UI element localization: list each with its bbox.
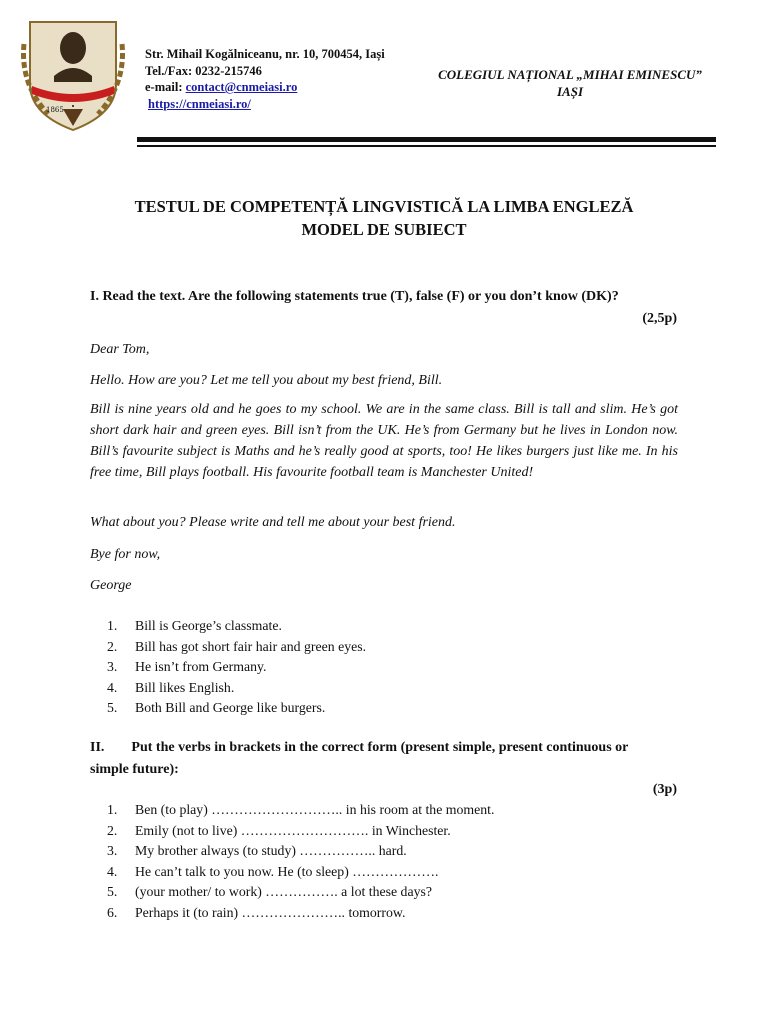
website-link[interactable]: https://cnmeiasi.ro/ (148, 96, 251, 111)
section2-roman: II. (90, 740, 105, 755)
section2-heading (90, 740, 680, 756)
college-name-line1: COLEGIUL NAȚIONAL „MIHAI EMINESCU” (438, 67, 702, 82)
list-number: 6. (107, 904, 118, 920)
list-item (90, 903, 680, 924)
statements-list (90, 616, 680, 719)
letter-paragraph: Bill is nine years old and he goes to my school. We are in the same class. Bill is tall and slim. He’s got short dark hair and green eyes. Bill isn’t from the UK. He’s from Germany but he lives in London now. Bill’s favourite subject is Maths and he’s really good at sports, too! He likes burgers just like me. In his free time, Bill plays football. His favourite football team is Manchester United! (90, 402, 678, 480)
letter-paragraph: Hello. How are you? Let me tell you about my best friend, Bill. (90, 373, 443, 388)
list-item (90, 800, 680, 821)
list-item (90, 637, 680, 658)
header-divider-thick (137, 137, 716, 142)
header-divider-thin (137, 145, 716, 147)
letter-closing: Bye for now, (90, 547, 161, 562)
list-text: Bill likes English. (135, 679, 235, 695)
crest-year: 1865 (46, 106, 64, 114)
list-text: Bill has got short fair hair and green eyes. (135, 638, 367, 654)
section1-points: (2,5p) (642, 311, 677, 326)
list-number: 5. (107, 884, 118, 900)
list-item (90, 678, 680, 699)
college-city: IAȘI (556, 84, 584, 99)
email-label: e-mail: (145, 80, 186, 94)
list-text: Bill is George’s classmate. (135, 618, 282, 633)
list-number: 3. (107, 659, 118, 675)
list-item (90, 882, 680, 903)
list-item (90, 698, 680, 719)
address-block (145, 46, 385, 112)
document-title: TESTUL DE COMPETENȚĂ LINGVISTICĂ LA LIMBA ENGLEZĂ (134, 197, 634, 216)
section1-heading: I. Read the text. Are the following statements true (T), false (F) or you don’t know (DK)? (90, 289, 619, 304)
list-text: Both Bill and George like burgers. (135, 700, 326, 716)
list-number: 4. (107, 679, 118, 695)
list-text: He can’t talk to you now. He (to sleep) ………………. (135, 863, 439, 879)
address-line: Str. Mihail Kogălniceanu, nr. 10, 700454, Iași (145, 47, 385, 61)
letter-signature: George (90, 578, 132, 593)
college-name (420, 66, 720, 100)
list-item (90, 657, 680, 678)
list-number: 2. (107, 822, 118, 838)
list-text: He isn’t from Germany. (135, 659, 267, 675)
list-number: 1. (107, 802, 118, 817)
email-line (145, 79, 385, 96)
letter-paragraph: What about you? Please write and tell me about your best friend. (90, 515, 456, 530)
document-subtitle: MODEL DE SUBIECT (301, 220, 467, 239)
list-number: 2. (107, 638, 118, 654)
website-line (145, 96, 385, 113)
section2-heading-text: Put the verbs in brackets in the correct form (present simple, present continuous or (131, 740, 629, 755)
list-number: 4. (107, 863, 118, 879)
letter-greeting: Dear Tom, (90, 342, 150, 357)
tel-fax: Tel./Fax: 0232-215746 (145, 63, 262, 78)
list-text: Emily (not to live) ………………………. in Winchester. (135, 822, 451, 838)
list-number: 1. (107, 618, 118, 633)
list-number: 5. (107, 700, 118, 716)
verbs-list (90, 800, 680, 924)
list-text: My brother always (to study) …………….. hard. (135, 843, 407, 859)
school-crest-icon (18, 14, 128, 136)
list-item (90, 862, 680, 883)
section2-heading-cont: simple future): (90, 762, 179, 777)
list-item (90, 616, 680, 637)
list-text: Perhaps it (to rain) ………………….. tomorrow. (135, 904, 406, 920)
list-text: Ben (to play) ……………………….. in his room at the moment. (135, 802, 495, 817)
email-link[interactable]: contact@cnmeiasi.ro (185, 80, 298, 94)
list-item (90, 841, 680, 862)
list-text: (your mother/ to work) ……………. a lot these days? (135, 884, 432, 900)
list-item (90, 821, 680, 842)
section2-points: (3p) (652, 782, 677, 797)
list-number: 3. (107, 843, 118, 859)
